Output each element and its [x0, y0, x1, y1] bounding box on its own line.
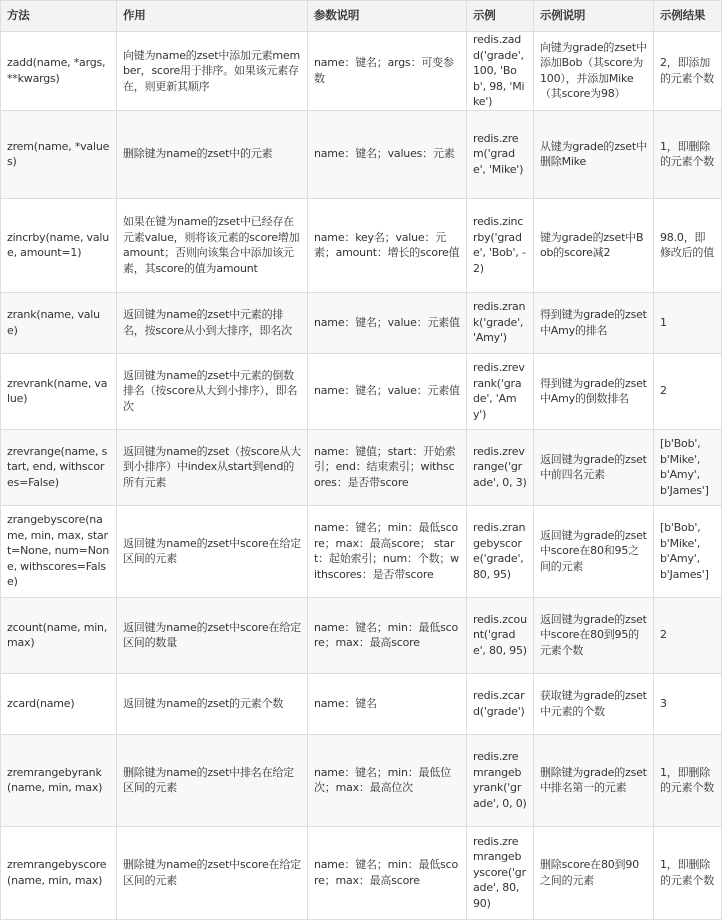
table-row: [1, 597, 722, 673]
cell-example: redis.zrem('grade', 'Mike'): [467, 110, 534, 198]
cell-purpose: 如果在键为name的zset中已经存在元素value，则将该元素的score增加amount；否则向该集合中添加该元素，其score的值为amount: [117, 198, 308, 292]
cell-params: name：键名: [308, 673, 467, 734]
cell-example: redis.zrank('grade', 'Amy'): [467, 292, 534, 353]
cell-example-result: 2: [654, 353, 722, 429]
cell-method: zrangebyscore(name, min, max, start=None, num=None, withscores=False): [1, 505, 117, 597]
cell-example: redis.zremrangebyrank('grade', 0, 0): [467, 734, 534, 826]
header-example-desc: 示例说明: [534, 1, 654, 32]
cell-example-desc: 获取键为grade的zset中元素的个数: [534, 673, 654, 734]
cell-example-result: 98.0，即修改后的值: [654, 198, 722, 292]
cell-example: redis.zcount('grade', 80, 95): [467, 597, 534, 673]
cell-example-desc: 得到键为grade的zset中Amy的倒数排名: [534, 353, 654, 429]
cell-params: name：键值；start：开始索引；end：结束索引；withscores：是否带score: [308, 429, 467, 505]
table-row: [1, 734, 722, 826]
cell-params: name：键名；min：最低score；max：最高score: [308, 597, 467, 673]
cell-example-desc: 返回键为grade的zset中前四名元素: [534, 429, 654, 505]
table-row: [1, 353, 722, 429]
cell-example: redis.zincrby('grade', 'Bob', -2): [467, 198, 534, 292]
cell-method: zrem(name, *values): [1, 110, 117, 198]
cell-purpose: 返回键为name的zset（按score从大到小排序）中index从start到end的所有元素: [117, 429, 308, 505]
cell-example-desc: 向键为grade的zset中添加Bob（其score为100），并添加Mike（其score为98）: [534, 32, 654, 111]
cell-params: name：键名；value：元素值: [308, 292, 467, 353]
cell-example: redis.zcard('grade'): [467, 673, 534, 734]
cell-example-desc: 删除键为grade的zset中排名第一的元素: [534, 734, 654, 826]
table-row: [1, 198, 722, 292]
cell-example-desc: 删除score在80到90之间的元素: [534, 826, 654, 919]
table-row: [1, 292, 722, 353]
header-purpose: 作用: [117, 1, 308, 32]
table-row: [1, 110, 722, 198]
cell-purpose: 返回键为name的zset的元素个数: [117, 673, 308, 734]
cell-example: redis.zrevrange('grade', 0, 3): [467, 429, 534, 505]
cell-example-desc: 返回键为grade的zset中score在80和95之间的元素: [534, 505, 654, 597]
cell-method: zrank(name, value): [1, 292, 117, 353]
cell-example-result: 1: [654, 292, 722, 353]
table-row: [1, 429, 722, 505]
cell-params: name：key名；value：元素；amount：增长的score值: [308, 198, 467, 292]
cell-purpose: 返回键为name的zset中元素的排名，按score从小到大排序，即名次: [117, 292, 308, 353]
cell-example: redis.zadd('grade', 100, 'Bob', 98, 'Mike'): [467, 32, 534, 111]
cell-purpose: 向键为name的zset中添加元素member，score用于排序。如果该元素存在，则更新其顺序: [117, 32, 308, 111]
cell-example-desc: 键为grade的zset中Bob的score减2: [534, 198, 654, 292]
cell-example-desc: 返回键为grade的zset中score在80到95的元素个数: [534, 597, 654, 673]
cell-example-result: 2，即添加的元素个数: [654, 32, 722, 111]
cell-purpose: 返回键为name的zset中score在给定区间的元素: [117, 505, 308, 597]
cell-params: name：键名；values：元素: [308, 110, 467, 198]
cell-example-result: [b'Bob', b'Mike', b'Amy', b'James']: [654, 429, 722, 505]
cell-purpose: 删除键为name的zset中score在给定区间的元素: [117, 826, 308, 919]
cell-example-result: 2: [654, 597, 722, 673]
cell-example-result: [b'Bob', b'Mike', b'Amy', b'James']: [654, 505, 722, 597]
cell-method: zrevrange(name, start, end, withscores=False): [1, 429, 117, 505]
cell-purpose: 删除键为name的zset中排名在给定区间的元素: [117, 734, 308, 826]
cell-example-desc: 得到键为grade的zset中Amy的排名: [534, 292, 654, 353]
cell-method: zincrby(name, value, amount=1): [1, 198, 117, 292]
cell-purpose: 返回键为name的zset中score在给定区间的数量: [117, 597, 308, 673]
header-example-result: 示例结果: [654, 1, 722, 32]
table-header-row: [1, 1, 722, 32]
cell-method: zadd(name, *args, **kwargs): [1, 32, 117, 111]
cell-params: name：键名；min：最低score；max：最高score； start：起始索引；num：个数；withscores：是否带score: [308, 505, 467, 597]
cell-params: name：键名；value：元素值: [308, 353, 467, 429]
cell-example-desc: 从键为grade的zset中删除Mike: [534, 110, 654, 198]
cell-example-result: 1，即删除的元素个数: [654, 734, 722, 826]
table-row: [1, 32, 722, 111]
table-row: [1, 673, 722, 734]
cell-method: zremrangebyrank(name, min, max): [1, 734, 117, 826]
cell-params: name：键名；min：最低位次；max：最高位次: [308, 734, 467, 826]
cell-example: redis.zrevrank('grade', 'Amy'): [467, 353, 534, 429]
cell-method: zrevrank(name, value): [1, 353, 117, 429]
cell-params: name：键名；min：最低score；max：最高score: [308, 826, 467, 919]
cell-params: name：键名；args：可变参数: [308, 32, 467, 111]
table-row: [1, 826, 722, 919]
table-row: [1, 505, 722, 597]
cell-method: zcount(name, min, max): [1, 597, 117, 673]
header-params: 参数说明: [308, 1, 467, 32]
cell-example-result: 1，即删除的元素个数: [654, 826, 722, 919]
cell-example: redis.zremrangebyscore('grade', 80, 90): [467, 826, 534, 919]
cell-example: redis.zrangebyscore('grade', 80, 95): [467, 505, 534, 597]
header-example: 示例: [467, 1, 534, 32]
header-method: 方法: [1, 1, 117, 32]
cell-purpose: 返回键为name的zset中元素的倒数排名（按score从大到小排序），即名次: [117, 353, 308, 429]
cell-example-result: 1，即删除的元素个数: [654, 110, 722, 198]
cell-method: zcard(name): [1, 673, 117, 734]
cell-example-result: 3: [654, 673, 722, 734]
cell-purpose: 删除键为name的zset中的元素: [117, 110, 308, 198]
cell-method: zremrangebyscore(name, min, max): [1, 826, 117, 919]
